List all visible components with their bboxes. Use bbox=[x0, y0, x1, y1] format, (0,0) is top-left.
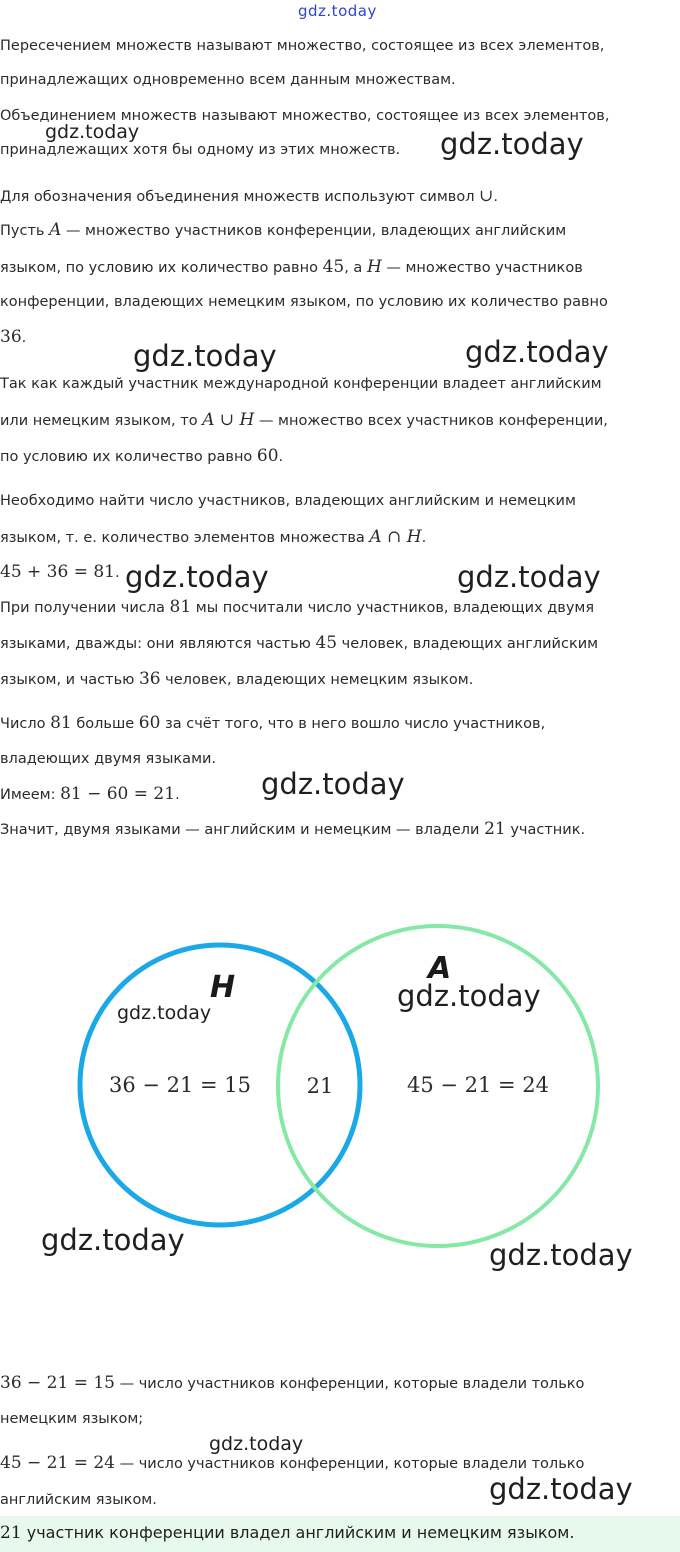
text-line: Необходимо найти число участников, владеющих английским и немецким bbox=[0, 493, 576, 509]
text-line: При получении числа 81 мы посчитали число участников, владеющих двумя bbox=[0, 597, 595, 617]
watermark: gdz.today bbox=[457, 560, 601, 594]
top-watermark: gdz.today bbox=[298, 2, 377, 20]
watermark: gdz.today bbox=[41, 1223, 185, 1257]
text-line: принадлежащих хотя бы одному из этих множеств. bbox=[0, 142, 401, 158]
text-line: 45 − 21 = 24 — число участников конференции, которые владели только bbox=[0, 1453, 585, 1473]
text-line: Имеем: 81 − 60 = 21. bbox=[0, 784, 180, 804]
text-line: языком, и частью 36 человек, владеющих немецким языком. bbox=[0, 669, 474, 689]
text-line: немецким языком; bbox=[0, 1411, 144, 1427]
text-line: английским языком. bbox=[0, 1492, 157, 1508]
watermark: gdz.today bbox=[209, 1433, 304, 1455]
math-line: 45 + 36 = 81. bbox=[0, 562, 120, 582]
answer-line: 21 участник конференции владел английским и немецким языком. bbox=[0, 1523, 575, 1543]
text-line: Объединением множеств называют множество, состоящее из всех элементов, bbox=[0, 108, 610, 124]
text-line: принадлежащих одновременно всем данным множествам. bbox=[0, 72, 456, 88]
watermark: gdz.today bbox=[397, 979, 541, 1013]
text-line: Число 81 больше 60 за счёт того, что в него вошло число участников, bbox=[0, 713, 546, 733]
watermark: gdz.today bbox=[489, 1238, 633, 1272]
text-line: языками, дважды: они являются частью 45 человек, владеющих английским bbox=[0, 633, 599, 653]
text-line: владеющих двумя языками. bbox=[0, 751, 217, 767]
venn-both: 21 bbox=[306, 1074, 334, 1098]
watermark: gdz.today bbox=[125, 560, 269, 594]
watermark: gdz.today bbox=[133, 339, 277, 373]
watermark: gdz.today bbox=[440, 127, 584, 161]
venn-only-h: 36 − 21 = 15 bbox=[108, 1073, 252, 1097]
text-line: Пусть A — множество участников конференции, владеющих английским bbox=[0, 220, 567, 240]
text-line: языком, т. е. количество элементов множества A ∩ H. bbox=[0, 527, 427, 547]
watermark: gdz.today bbox=[489, 1472, 633, 1506]
text-line: по условию их количество равно 60. bbox=[0, 446, 284, 466]
text-line: языком, по условию их количество равно 45, а H — множество участников bbox=[0, 257, 583, 277]
text-line: конференции, владеющих немецким языком, по условию их количество равно bbox=[0, 294, 608, 310]
text-line: 36 − 21 = 15 — число участников конференции, которые владели только bbox=[0, 1373, 585, 1393]
text-line: 36. bbox=[0, 327, 27, 347]
text-line: Пересечением множеств называют множество, состоящее из всех элементов, bbox=[0, 38, 605, 54]
text-line: Так как каждый участник международной конференции владеет английским bbox=[0, 376, 602, 392]
text-line: Для обозначения объединения множеств используют символ ∪. bbox=[0, 186, 498, 206]
watermark: gdz.today bbox=[465, 335, 609, 369]
venn-only-a: 45 − 21 = 24 bbox=[406, 1073, 550, 1097]
venn-label-a: A bbox=[428, 951, 452, 986]
watermark: gdz.today bbox=[117, 1002, 212, 1024]
venn-diagram bbox=[0, 900, 680, 1270]
watermark: gdz.today bbox=[45, 121, 140, 143]
watermark: gdz.today bbox=[261, 767, 405, 801]
venn-label-h: H bbox=[210, 970, 236, 1005]
text-line: или немецким языком, то A ∪ H — множество всех участников конференции, bbox=[0, 410, 608, 430]
text-line: Значит, двумя языками — английским и немецким — владели 21 участник. bbox=[0, 819, 586, 839]
